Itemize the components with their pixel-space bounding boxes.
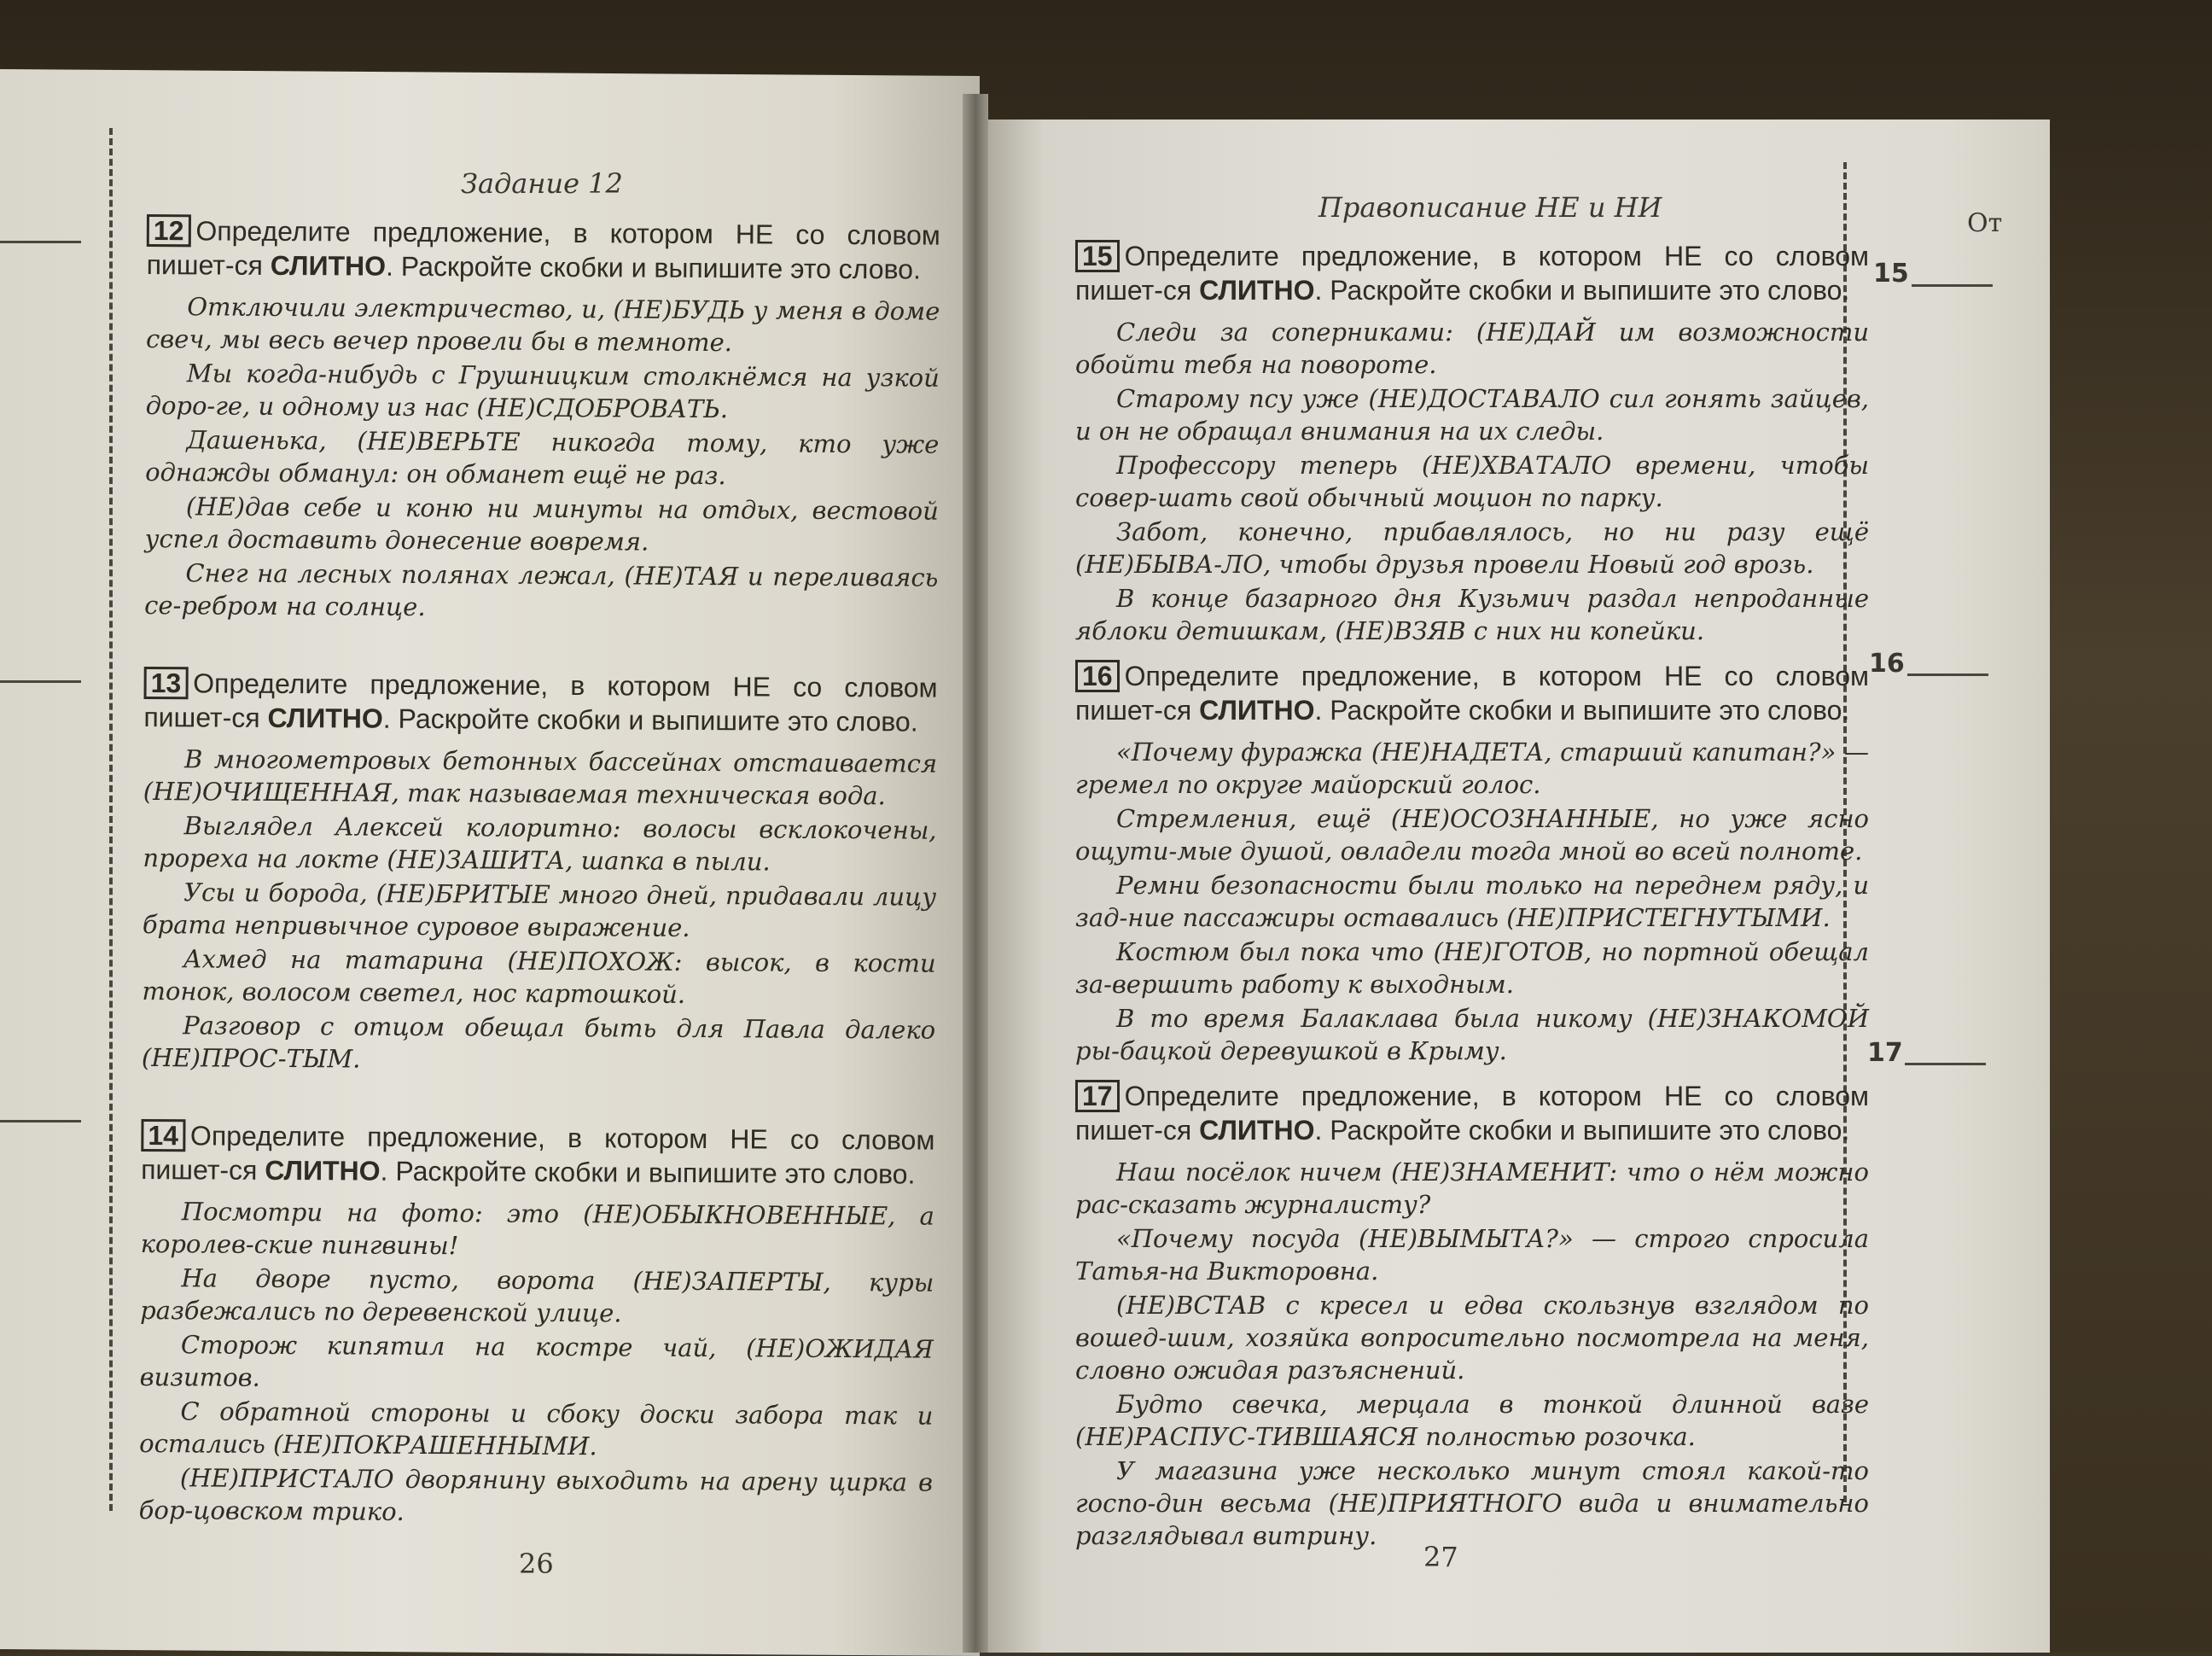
answer-slot-number: 15	[1873, 259, 1909, 289]
option: «Почему посуда (НЕ)ВЫМЫТА?» — строго спросила Татья-на Викторовна.	[1075, 1224, 1869, 1286]
task-number: 16	[1075, 660, 1120, 692]
left-answer-line-14	[0, 1120, 81, 1122]
task-number: 13	[144, 667, 189, 699]
left-cut-line	[109, 128, 113, 1511]
option: В то время Балаклава была никому (НЕ)ЗНАКОМОЙ ры-бацкой деревушкой в Крыму.	[1075, 1004, 1869, 1065]
option: С обратной стороны и сбоку доски забора так и остались (НЕ)ПОКРАШЕННЫМИ.	[139, 1397, 934, 1461]
task-14	[139, 1118, 935, 1531]
task-number: 17	[1075, 1080, 1120, 1112]
left-answer-line-13	[0, 680, 81, 683]
corner-label: От	[1967, 208, 2003, 238]
option: Усы и борода, (НЕ)БРИТЫЕ много дней, придавали лицу брата непривычное суровое выражение.	[142, 878, 937, 942]
right-running-head: Правописание НЕ и НИ	[1318, 191, 1662, 224]
answer-slot-number: 16	[1869, 649, 1905, 679]
option: Ремни безопасности были только на переднем ряду, и зад-ние пассажиры оставались (НЕ)ПРИСТЕГНУТЫМИ.	[1075, 871, 1869, 932]
task-16	[1075, 659, 1869, 1067]
right-page-number: 27	[1423, 1541, 1458, 1573]
option: Снег на лесных полянах лежал, (НЕ)ТАЯ и переливаясь се-ребром на солнце.	[144, 558, 939, 622]
left-page-number: 26	[519, 1548, 554, 1580]
task-number: 12	[147, 214, 191, 247]
option: Посмотри на фото: это (НЕ)ОБЫКНОВЕННЫЕ, а королев-ские пингвины!	[140, 1197, 934, 1261]
option: (НЕ)ВСТАВ с кресел и едва скользнув взглядом по вошед-шим, хозяйка вопросительно посмотрела на меня, словно ожидая разъяснений.	[1075, 1291, 1869, 1385]
answer-slot-number: 17	[1867, 1038, 1903, 1068]
option: Забот, конечно, прибавлялось, но ни разу ещё (НЕ)БЫВА-ЛО, чтобы друзья провели Новый год врозь.	[1075, 517, 1869, 579]
option: Мы когда-нибудь с Грушницким столкнёмся на узкой доро-ге, и одному из нас (НЕ)СДОБРОВАТЬ.	[145, 359, 940, 424]
task-prompt: 15 Определите предложение, в котором НЕ со словом пишет-ся СЛИТНО. Раскройте скобки и выпишите это слово.	[1075, 241, 1869, 306]
option: Сторож кипятил на костре чай, (НЕ)ОЖИДАЯ визитов.	[139, 1330, 934, 1392]
task-prompt: 14 Определите предложение, в котором НЕ со словом пишет-ся СЛИТНО. Раскройте скобки и выпишите это слово.	[141, 1120, 935, 1190]
answer-line-15[interactable]	[1912, 284, 1993, 287]
right-column	[1075, 239, 1869, 1596]
book-gutter	[963, 94, 988, 1653]
task-number: 15	[1075, 240, 1120, 272]
option: Разговор с отцом обещал быть для Павла далеко (НЕ)ПРОС-ТЫМ.	[141, 1011, 936, 1074]
option: «Почему фуражка (НЕ)НАДЕТА, старший капитан?» — гремел по округе майорский голос.	[1075, 738, 1869, 799]
option: Будто свечка, мерцала в тонкой длинной вазе (НЕ)РАСПУС-ТИВШАЯСЯ полностью розочка.	[1075, 1390, 1869, 1451]
answer-line-17[interactable]	[1905, 1063, 1986, 1065]
option: Отключили электричество, и, (НЕ)БУДЬ у меня в доме свеч, мы весь вечер провели бы в темноте.	[145, 292, 940, 358]
option: В конце базарного дня Кузьмич раздал непроданные яблоки детишкам, (НЕ)ВЗЯВ с них ни копейки.	[1075, 584, 1869, 645]
option: Стремления, ещё (НЕ)ОСОЗНАННЫЕ, но уже ясно ощути-мые душой, овладели тогда мной во всей полноте.	[1075, 804, 1869, 866]
option: Наш посёлок ничем (НЕ)ЗНАМЕНИТ: что о нём можно рас-сказать журналисту?	[1075, 1157, 1869, 1219]
left-answer-line-12	[0, 241, 81, 243]
option: Выглядел Алексей колоритно: волосы всклокочены, прореха на локте (НЕ)ЗАШИТА, шапка в пыли.	[143, 811, 937, 877]
left-running-head: Задание 12	[461, 167, 623, 200]
task-number: 14	[141, 1119, 185, 1152]
task-15	[1075, 239, 1869, 647]
task-13	[142, 666, 938, 1079]
option: У магазина уже несколько минут стоял какой-то госпо-дин весьма (НЕ)ПРИЯТНОГО вида и внимательно разглядывал витрину.	[1075, 1456, 1869, 1550]
task-12	[144, 213, 940, 627]
option: Следи за соперниками: (НЕ)ДАЙ им возможности обойти тебя на повороте.	[1075, 318, 1869, 379]
answer-line-16[interactable]	[1907, 673, 1988, 676]
task-prompt: 17 Определите предложение, в котором НЕ со словом пишет-ся СЛИТНО. Раскройте скобки и выпишите это слово.	[1075, 1081, 1869, 1146]
left-column	[138, 213, 940, 1576]
option: В многометровых бетонных бассейнах отстаивается (НЕ)ОЧИЩЕННАЯ, так называемая техническая вода.	[143, 744, 938, 811]
option: Профессору теперь (НЕ)ХВАТАЛО времени, чтобы совер-шать свой обычный моцион по парку.	[1075, 451, 1869, 512]
option: (НЕ)дав себе и коню ни минуты на отдых, вестовой успел доставить донесение вовремя.	[144, 492, 939, 557]
option: На дворе пусто, ворота (НЕ)ЗАПЕРТЫ, куры разбежались по деревенской улице.	[140, 1263, 934, 1328]
task-prompt: 13 Определите предложение, в котором НЕ со словом пишет-ся СЛИТНО. Раскройте скобки и выпишите это слово.	[143, 668, 938, 738]
option: Старому псу уже (НЕ)ДОСТАВАЛО сил гонять зайцев, и он не обращал внимания на их следы.	[1075, 384, 1869, 446]
option: Костюм был пока что (НЕ)ГОТОВ, но портной обещал за-вершить работу к выходным.	[1075, 937, 1869, 999]
task-prompt: 12 Определите предложение, в котором НЕ со словом пишет-ся СЛИТНО. Раскройте скобки и выпишите это слово.	[146, 215, 940, 285]
option: Дашенька, (НЕ)ВЕРЬТЕ никогда тому, кто уже однажды обманул: он обманет ещё не раз.	[145, 425, 940, 491]
task-17	[1075, 1079, 1869, 1552]
task-prompt: 16 Определите предложение, в котором НЕ со словом пишет-ся СЛИТНО. Раскройте скобки и выпишите это слово.	[1075, 661, 1869, 726]
option: Ахмед на татарина (НЕ)ПОХОЖ: высок, в кости тонок, волосом светел, нос картошкой.	[142, 944, 936, 1009]
option: (НЕ)ПРИСТАЛО дворянину выходить на арену цирка в бор-цовском трико.	[138, 1463, 934, 1526]
